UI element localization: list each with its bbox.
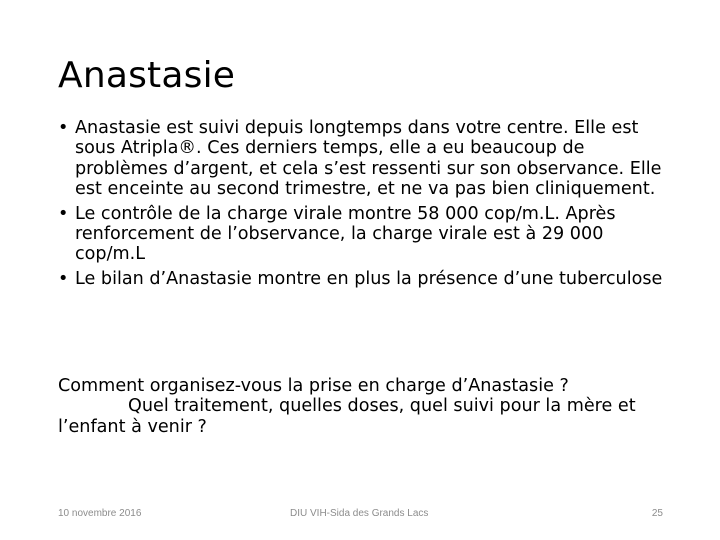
bullet-list [58, 118, 668, 293]
bullet-text: Anastasie est suivi depuis longtemps dans votre centre. Elle est sous Atripla®. Ces derniers temps, elle a eu beaucoup de problèmes d’argent, et cela s’est ressenti sur son observance. Elle est enceinte au second trimestre, et ne va pas bien cliniquement. [75, 118, 662, 200]
bullet-item [58, 118, 668, 200]
slide-title: Anastasie [58, 55, 236, 96]
bullet-icon: • [58, 203, 69, 224]
bullet-icon: • [58, 118, 69, 138]
footer-date: 10 novembre 2016 [58, 508, 142, 519]
bullet-text: Le contrôle de la charge virale montre 58 000 cop/m.L. Après renforcement de l’observance, la charge virale est à 29 000 cop/m.L [75, 203, 616, 265]
page-number: 25 [651, 508, 663, 519]
bullet-item [58, 204, 668, 265]
bullet-item [58, 269, 668, 289]
bullet-icon: • [58, 268, 69, 289]
footer-course: DIU VIH-Sida des Grands Lacs [290, 508, 429, 519]
question-subline: Quel traitement, quelles doses, quel suivi pour la mère et l’enfant à venir ? [58, 396, 636, 437]
bullet-text: Le bilan d’Anastasie montre en plus la présence d’une tuberculose [75, 268, 663, 289]
question-line: Comment organisez-vous la prise en charge d’Anastasie ? [58, 376, 569, 396]
question-block [58, 376, 673, 437]
